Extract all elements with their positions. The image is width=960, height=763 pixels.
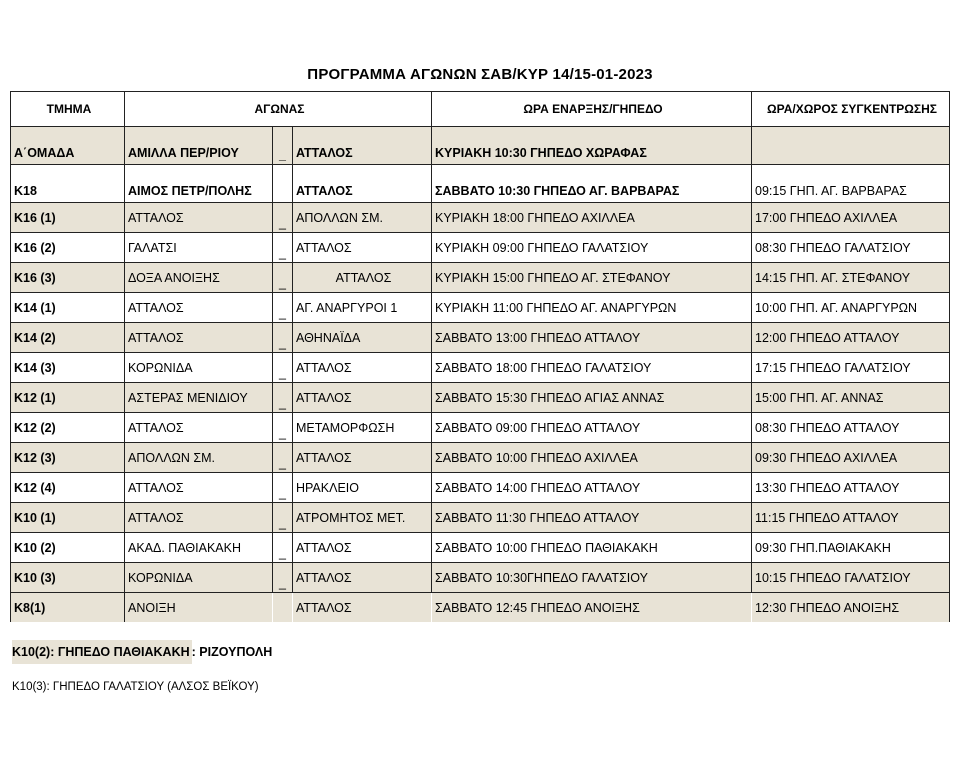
versus-dash: _ [273,203,293,233]
away-team-cell: ΑΤΤΑΛΟΣ [293,127,432,165]
meeting-cell: 08:30 ΓΗΠΕΔΟ ΓΑΛΑΤΣΙΟΥ [752,233,950,263]
header-match: ΑΓΩΝΑΣ [125,92,432,127]
header-team: ΤΜΗΜΑ [11,92,125,127]
away-team-cell: ΑΤΤΑΛΟΣ [293,533,432,563]
home-team-cell: ΓΑΛΑΤΣΙ [125,233,273,263]
versus-dash: _ [273,383,293,413]
versus-dash: _ [273,533,293,563]
versus-dash: _ [273,127,293,165]
meeting-cell: 15:00 ΓΗΠ. ΑΓ. ΑΝΝΑΣ [752,383,950,413]
time-venue-cell: ΣΑΒΒΑΤΟ 10:00 ΓΗΠΕΔΟ ΑΧΙΛΛΕΑ [432,443,752,473]
time-venue-cell: ΚΥΡΙΑΚΗ 10:30 ΓΗΠΕΔΟ ΧΩΡΑΦΑΣ [432,127,752,165]
time-venue-cell: ΣΑΒΒΑΤΟ 10:00 ΓΗΠΕΔΟ ΠΑΘΙΑΚΑΚΗ [432,533,752,563]
team-cell: Κ12 (3) [11,443,125,473]
table-row [11,413,950,443]
away-team-cell: ΑΘΗΝΑΪΔΑ [293,323,432,353]
home-team-cell: ΚΟΡΩΝΙΔΑ [125,563,273,593]
meeting-cell: 13:30 ΓΗΠΕΔΟ ΑΤΤΑΛΟΥ [752,473,950,503]
versus-dash: _ [273,563,293,593]
home-team-cell: ΑΚΑΔ. ΠΑΘΙΑΚΑΚΗ [125,533,273,563]
time-venue-cell: ΚΥΡΙΑΚΗ 09:00 ΓΗΠΕΔΟ ΓΑΛΑΤΣΙΟΥ [432,233,752,263]
team-cell: Α΄ΟΜΑΔΑ [11,127,125,165]
time-venue-cell: ΣΑΒΒΑΤΟ 15:30 ΓΗΠΕΔΟ ΑΓΙΑΣ ΑΝΝΑΣ [432,383,752,413]
note-k10-2 [10,640,278,664]
versus-dash: _ [273,293,293,323]
home-team-cell: ΑΤΤΑΛΟΣ [125,413,273,443]
away-team-cell: ΑΤΤΑΛΟΣ [293,165,432,203]
home-team-cell: ΑΣΤΕΡΑΣ ΜΕΝΙΔΙΟΥ [125,383,273,413]
table-row [11,443,950,473]
away-team-cell: ΑΤΤΑΛΟΣ [293,233,432,263]
time-venue-cell: ΣΑΒΒΑΤΟ 10:30ΓΗΠΕΔΟ ΓΑΛΑΤΣΙΟΥ [432,563,752,593]
home-team-cell: ΚΟΡΩΝΙΔΑ [125,353,273,383]
header-time: ΩΡΑ ΕΝΑΡΞΗΣ/ΓΗΠΕΔΟ [432,92,752,127]
home-team-cell: ΑΤΤΑΛΟΣ [125,293,273,323]
meeting-cell [752,127,950,165]
meeting-cell: 12:30 ΓΗΠΕΔΟ ΑΝΟΙΞΗΣ [752,593,950,623]
away-team-cell: ΑΤΤΑΛΟΣ [293,593,432,623]
away-team-cell: ΑΤΤΑΛΟΣ [293,353,432,383]
away-team-cell: ΗΡΑΚΛΕΙΟ [293,473,432,503]
versus-dash: _ [273,323,293,353]
meeting-cell: 09:30 ΓΗΠ.ΠΑΘΙΑΚΑΚΗ [752,533,950,563]
time-venue-cell: ΣΑΒΒΑΤΟ 14:00 ΓΗΠΕΔΟ ΑΤΤΑΛΟΥ [432,473,752,503]
team-cell: Κ14 (1) [11,293,125,323]
team-cell: Κ10 (1) [11,503,125,533]
team-cell: Κ14 (3) [11,353,125,383]
home-team-cell: ΔΟΞΑ ΑΝΟΙΞΗΣ [125,263,273,293]
away-team-cell: ΑΤΤΑΛΟΣ [293,443,432,473]
team-cell: Κ14 (2) [11,323,125,353]
schedule-table [10,91,950,622]
table-row [11,293,950,323]
time-venue-cell: ΣΑΒΒΑΤΟ 18:00 ΓΗΠΕΔΟ ΓΑΛΑΤΣΙΟΥ [432,353,752,383]
page-title: ΠΡΟΓΡΑΜΜΑ ΑΓΩΝΩΝ ΣΑΒ/ΚΥΡ 14/15-01-2023 [307,66,653,83]
table-row [11,127,950,165]
meeting-cell: 09:30 ΓΗΠΕΔΟ ΑΧΙΛΛΕΑ [752,443,950,473]
home-team-cell: ΑΤΤΑΛΟΣ [125,503,273,533]
meeting-cell: 11:15 ΓΗΠΕΔΟ ΑΤΤΑΛΟΥ [752,503,950,533]
home-team-cell: ΑΤΤΑΛΟΣ [125,323,273,353]
meeting-cell: 17:00 ΓΗΠΕΔΟ ΑΧΙΛΛΕΑ [752,203,950,233]
team-cell: Κ16 (3) [11,263,125,293]
away-team-cell: ΜΕΤΑΜΟΡΦΩΣΗ [293,413,432,443]
note-k10-3: Κ10(3): ΓΗΠΕΔΟ ΓΑΛΑΤΣΙΟΥ (ΑΛΣΟΣ ΒΕΪΚΟΥ) [12,681,259,693]
away-team-cell: ΑΤΡΟΜΗΤΟΣ ΜΕΤ. [293,503,432,533]
table-row [11,165,950,203]
versus-dash: _ [273,473,293,503]
time-venue-cell: ΚΥΡΙΑΚΗ 11:00 ΓΗΠΕΔΟ ΑΓ. ΑΝΑΡΓΥΡΩΝ [432,293,752,323]
meeting-cell: 14:15 ΓΗΠ. ΑΓ. ΣΤΕΦΑΝΟΥ [752,263,950,293]
away-team-cell: ΑΤΤΑΛΟΣ [293,263,432,293]
versus-dash: _ [273,353,293,383]
team-cell: Κ12 (4) [11,473,125,503]
time-venue-cell: ΚΥΡΙΑΚΗ 18:00 ΓΗΠΕΔΟ ΑΧΙΛΛΕΑ [432,203,752,233]
meeting-cell: 17:15 ΓΗΠΕΔΟ ΓΑΛΑΤΣΙΟΥ [752,353,950,383]
home-team-cell: ΑΤΤΑΛΟΣ [125,203,273,233]
header-meet: ΩΡΑ/ΧΩΡΟΣ ΣΥΓΚΕΝΤΡΩΣΗΣ [752,92,950,127]
header-row [11,92,950,127]
team-cell: Κ10 (3) [11,563,125,593]
meeting-cell: 09:15 ΓΗΠ. ΑΓ. ΒΑΡΒΑΡΑΣ [752,165,950,203]
team-cell: Κ12 (1) [11,383,125,413]
note-k10-2-highlight: Κ10(2): ΓΗΠΕΔΟ ΠΑΘΙΑΚΑΚΗ [12,640,192,664]
table-row [11,323,950,353]
meeting-cell: 10:00 ΓΗΠ. ΑΓ. ΑΝΑΡΓΥΡΩΝ [752,293,950,323]
table-row [11,593,950,623]
table-row [11,353,950,383]
away-team-cell: ΑΤΤΑΛΟΣ [293,383,432,413]
versus-dash: _ [273,233,293,263]
team-cell: Κ18 [11,165,125,203]
away-team-cell: ΑΤΤΑΛΟΣ [293,563,432,593]
versus-dash: _ [273,413,293,443]
away-team-cell: ΑΠΟΛΛΩΝ ΣΜ. [293,203,432,233]
meeting-cell: 08:30 ΓΗΠΕΔΟ ΑΤΤΑΛΟΥ [752,413,950,443]
time-venue-cell: ΚΥΡΙΑΚΗ 15:00 ΓΗΠΕΔΟ ΑΓ. ΣΤΕΦΑΝΟΥ [432,263,752,293]
home-team-cell: ΑΝΟΙΞΗ [125,593,273,623]
table-row [11,503,950,533]
team-cell: Κ16 (2) [11,233,125,263]
table-row [11,473,950,503]
home-team-cell: ΑΙΜΟΣ ΠΕΤΡ/ΠΟΛΗΣ [125,165,273,203]
home-team-cell: ΑΜΙΛΛΑ ΠΕΡ/ΡΙΟΥ [125,127,273,165]
versus-dash: _ [273,263,293,293]
time-venue-cell: ΣΑΒΒΑΤΟ 13:00 ΓΗΠΕΔΟ ΑΤΤΑΛΟΥ [432,323,752,353]
team-cell: Κ8(1) [11,593,125,623]
versus-dash: _ [273,503,293,533]
note-k10-2-rest: : ΡΙΖΟΥΠΟΛΗ [191,645,273,659]
table-row [11,203,950,233]
home-team-cell: ΑΤΤΑΛΟΣ [125,473,273,503]
table-row [11,533,950,563]
team-cell: Κ10 (2) [11,533,125,563]
table-row [11,563,950,593]
away-team-cell: ΑΓ. ΑΝΑΡΓΥΡΟΙ 1 [293,293,432,323]
versus-dash [273,593,293,623]
time-venue-cell: ΣΑΒΒΑΤΟ 12:45 ΓΗΠΕΔΟ ΑΝΟΙΞΗΣ [432,593,752,623]
home-team-cell: ΑΠΟΛΛΩΝ ΣΜ. [125,443,273,473]
team-cell: Κ16 (1) [11,203,125,233]
versus-dash [273,165,293,203]
meeting-cell: 10:15 ΓΗΠΕΔΟ ΓΑΛΑΤΣΙΟΥ [752,563,950,593]
time-venue-cell: ΣΑΒΒΑΤΟ 09:00 ΓΗΠΕΔΟ ΑΤΤΑΛΟΥ [432,413,752,443]
time-venue-cell: ΣΑΒΒΑΤΟ 10:30 ΓΗΠΕΔΟ ΑΓ. ΒΑΡΒΑΡΑΣ [432,165,752,203]
time-venue-cell: ΣΑΒΒΑΤΟ 11:30 ΓΗΠΕΔΟ ΑΤΤΑΛΟΥ [432,503,752,533]
versus-dash: _ [273,443,293,473]
table-row [11,383,950,413]
table-row [11,263,950,293]
table-row [11,233,950,263]
meeting-cell: 12:00 ΓΗΠΕΔΟ ΑΤΤΑΛΟΥ [752,323,950,353]
team-cell: Κ12 (2) [11,413,125,443]
